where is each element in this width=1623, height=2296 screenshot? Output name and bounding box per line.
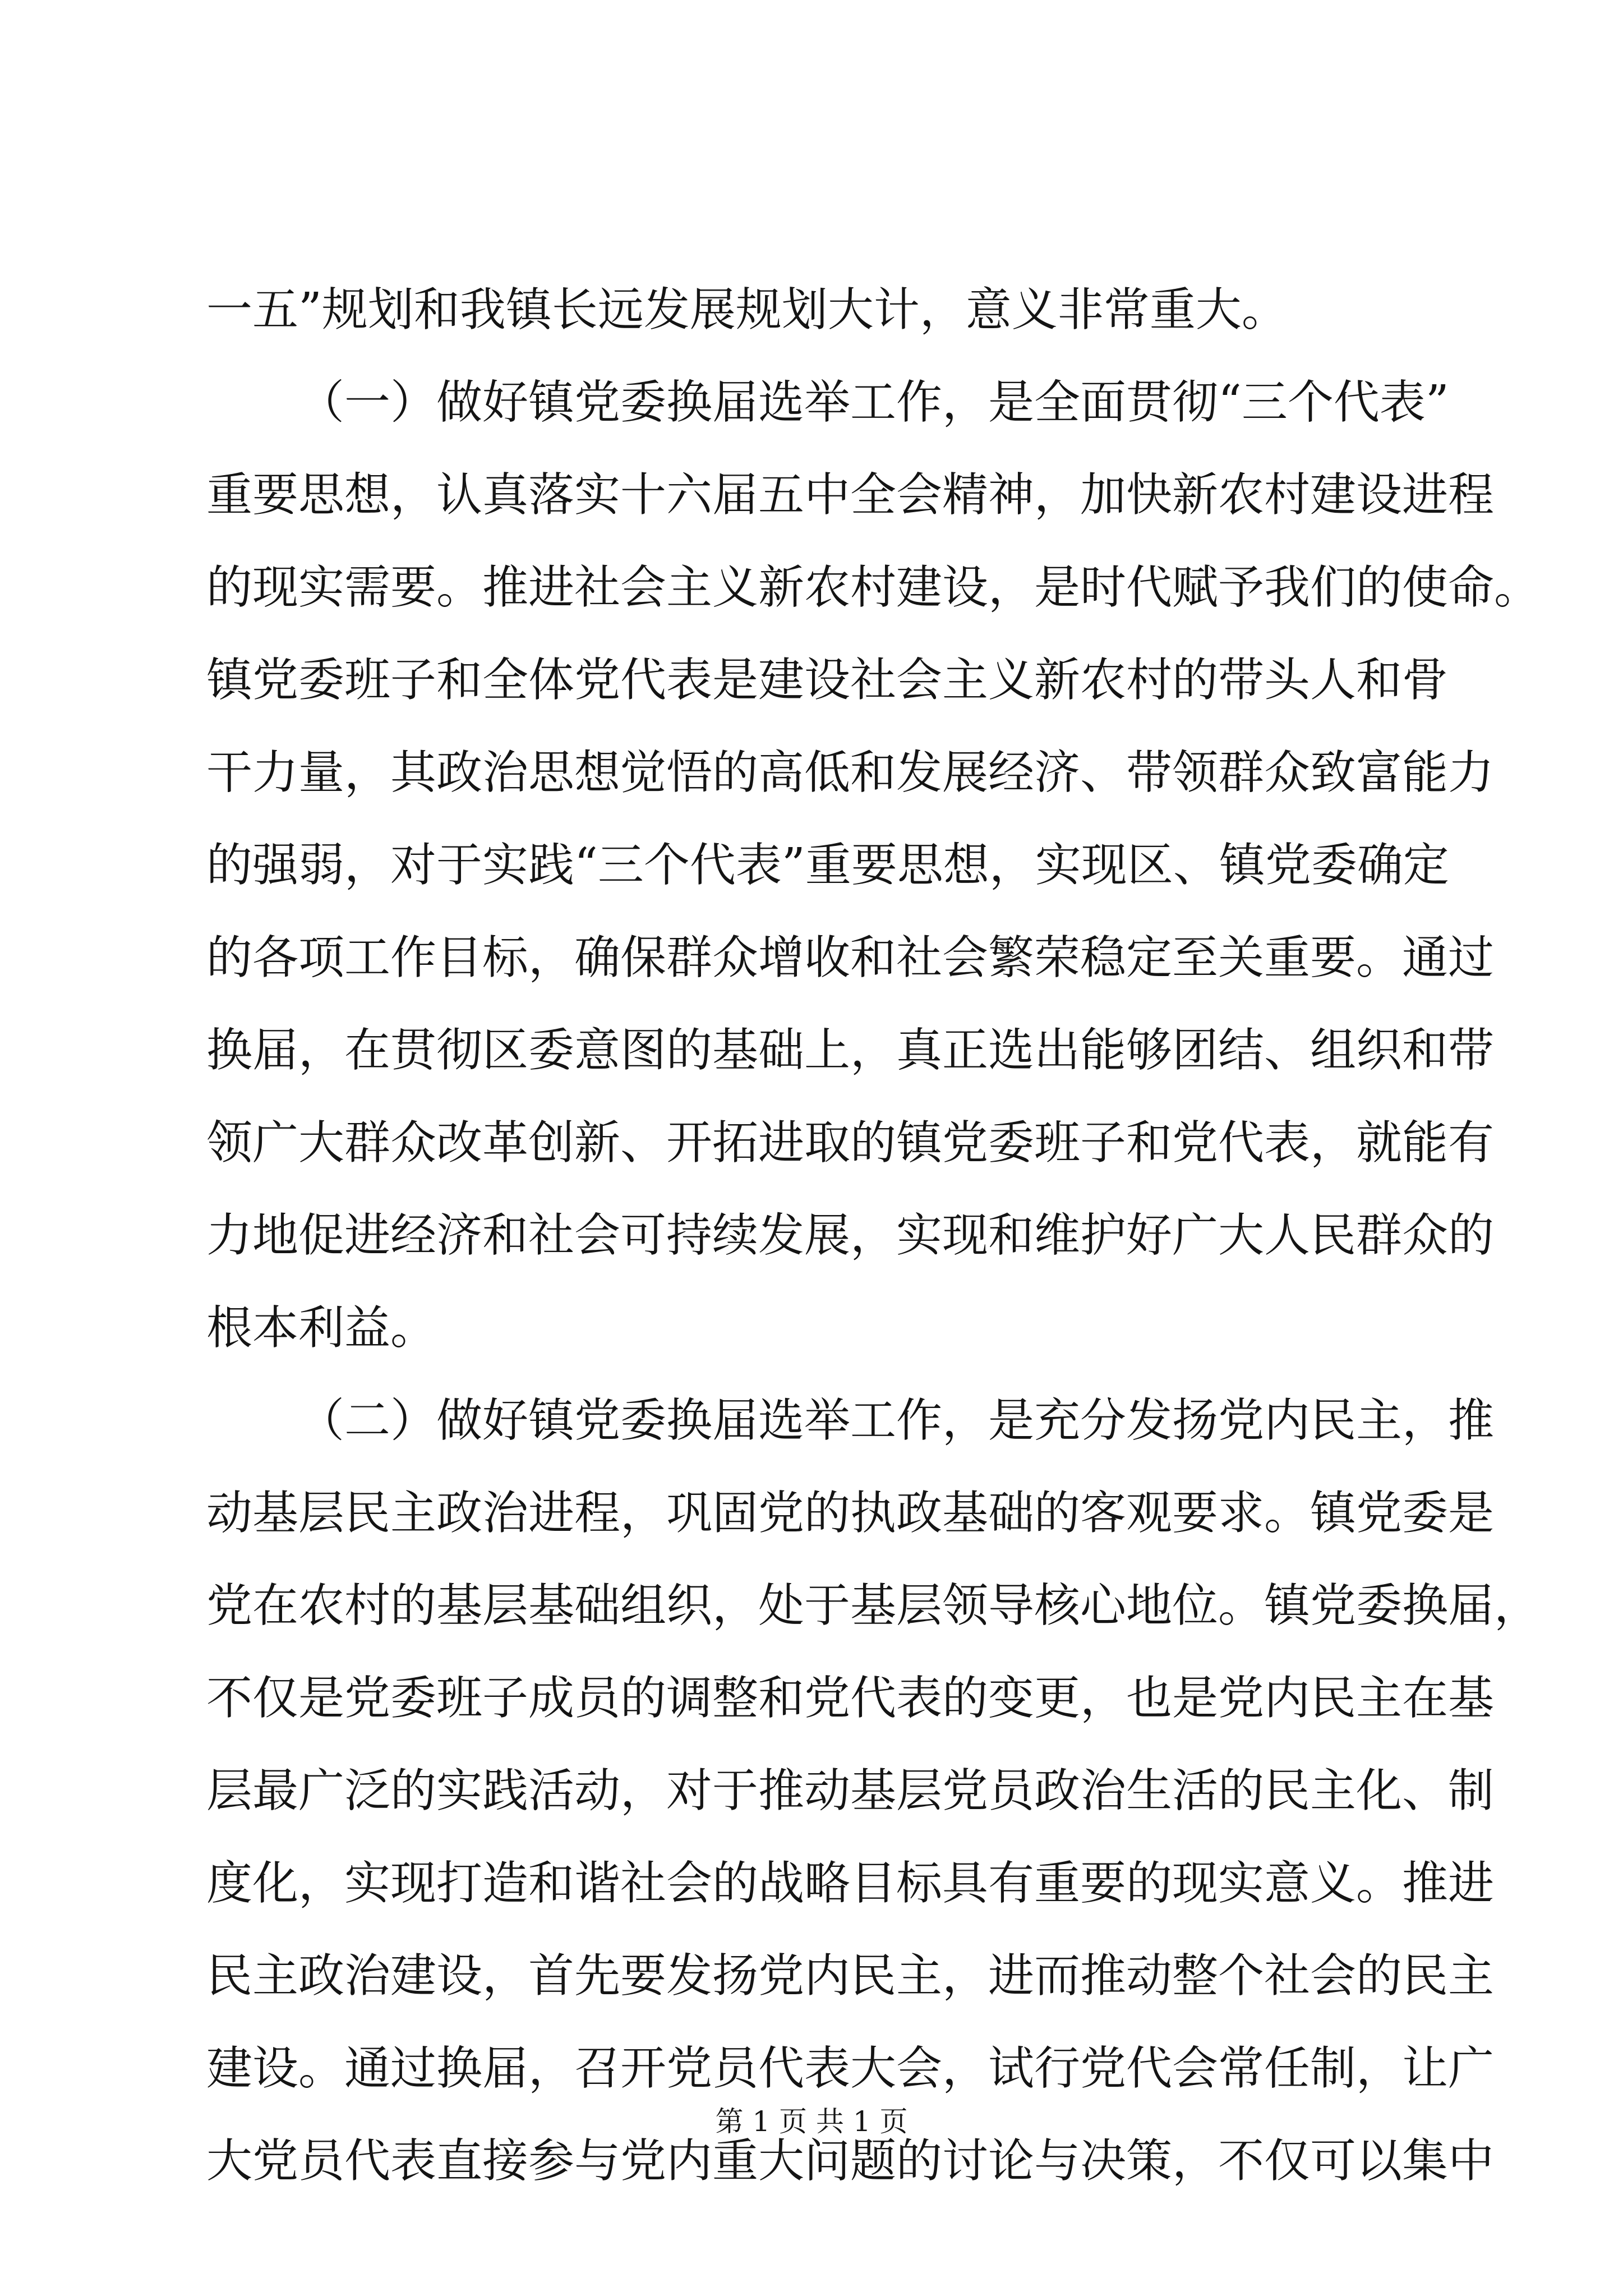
text-line: 一五”规划和我镇长远发展规划大计，意义非常重大。 [206,283,1288,337]
text-line: 动基层民主政治进程，巩固党的执政基础的客观要求。镇党委是 [206,1487,1495,1540]
text-line: 民主政治建设，首先要发扬党内民主，进而推动整个社会的民主 [206,1949,1495,2003]
text-line: 度化，实现打造和谐社会的战略目标具有重要的现实意义。推进 [206,1857,1495,1910]
text-line: 领广大群众改革创新、开拓进取的镇党委班子和党代表，就能有 [206,1116,1495,1170]
text-line: 的现实需要。推进社会主义新农村建设，是时代赋予我们的使命。 [206,561,1541,614]
body-text [206,264,1541,2207]
text-line: 力地促进经济和社会可持续发展，实现和维护好广大人民群众的 [206,1209,1495,1262]
text-line: 镇党委班子和全体党代表是建设社会主义新农村的带头人和骨 [206,654,1449,707]
page-number-label: 第 1 页 共 1 页 [715,2105,908,2138]
text-line: 建设。通过换届，召开党员代表大会，试行党代会常任制，让广 [206,2042,1495,2095]
text-line: 换届，在贯彻区委意图的基础上，真正选出能够团结、组织和带 [206,1024,1495,1077]
text-line: （二）做好镇党委换届选举工作，是充分发扬党内民主，推 [298,1394,1495,1447]
text-line: 党在农村的基层基础组织，处于基层领导核心地位。镇党委换届， [206,1579,1541,1632]
text-line: 的强弱，对于实践“三个代表”重要思想，实现区、镇党委确定 [206,839,1449,892]
text-line: 大党员代表直接参与党内重大问题的讨论与决策，不仅可以集中 [206,2134,1495,2188]
text-line: 层最广泛的实践活动，对于推动基层党员政治生活的民主化、制 [206,1764,1495,1818]
text-line: 的各项工作目标，确保群众增收和社会繁荣稳定至关重要。通过 [206,931,1495,984]
text-line: 不仅是党委班子成员的调整和党代表的变更，也是党内民主在基 [206,1672,1495,1725]
text-line: 根本利益。 [206,1301,437,1355]
text-line: （一）做好镇党委换届选举工作，是全面贯彻“三个代表” [298,376,1449,429]
page-footer [0,2099,1623,2139]
text-line: 干力量，其政治思想觉悟的高低和发展经济、带领群众致富能力 [206,746,1495,799]
text-line: 重要思想，认真落实十六届五中全会精神，加快新农村建设进程 [206,468,1495,522]
